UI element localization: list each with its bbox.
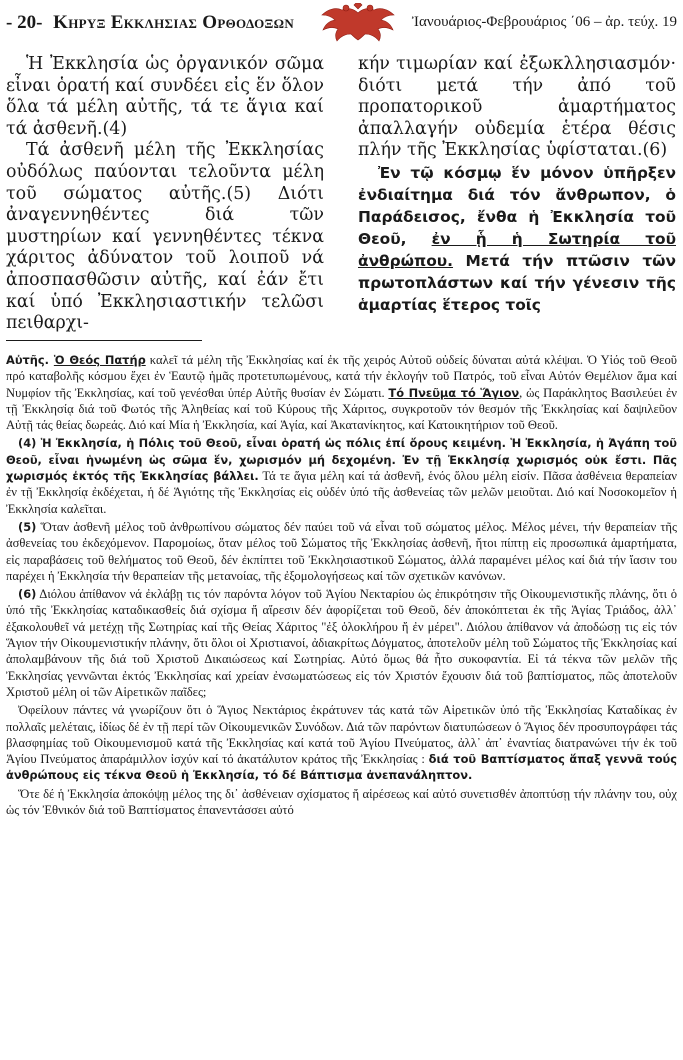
underlined-text: ἐν ᾗ ἡ Σωτηρία τοῦ ἀνθρώπου.: [358, 229, 676, 270]
page-header: [0, 0, 683, 44]
paragraph: κήν τιμωρίαν καί ἐξωκλλησιασμόν· διότι μετά τήν ἀπό τοῦ προπατορικοῦ ἁμαρτήματος ἀπαλλαγήν οὐδεμία ἑτέρα θέσις πλήν τῆς Ἐκκλησίας ὑφίσταται.(6): [358, 54, 676, 161]
bold-text: Αὐτῆς.: [6, 353, 54, 367]
footnote-6: [6, 586, 677, 700]
header-left: [6, 12, 294, 34]
left-column: [6, 54, 324, 335]
footnote-continuation: [6, 352, 677, 433]
underlined-text: Τό Πνεῦμα τό Ἅγιον: [388, 385, 520, 400]
right-column: [358, 54, 676, 316]
bold-text: Ἐν τῷ κόσμῳ ἕν μόνον ὑπῆρξεν ἐνδιαίτημα διά τόν ἄνθρωπον, ὁ Παράδεισος, ἔνθα ἡ Ἐκκλησία τοῦ Θεοῦ,: [358, 163, 676, 248]
footnote-paragraph: Ὅτε δέ ἡ Ἐκκλησία ἀποκόψῃ μέλος της δι᾽ ἀσθένειαν σχίσματος ἤ αἱρέσεως καί αὐτό συνετισθέν ἀποπτύσῃ τήν πλάνην του, οὐχ ὡς τόν Ἐθνικόν διά τοῦ Βαπτίσματος ἐπανεντάσσει αὐτό: [6, 786, 677, 818]
footnote-text: Ὀφείλουν πάντες νά γνωρίζουν ὅτι ὁ Ἅγιος Νεκτάριος ἐκράτυνεν τάς κατά τῶν Αἱρετικῶν ὑπό τῆς Ἐκκλησίας Καταδίκας ἐν πολλαῖς μελέταις, ἰδίως δέ ἐν τῇ περί τῶν Οἰκουμενικῶν Συνόδων. Διά τῶν παρόντων διατυπώσεων ὁ Ἅγιος δέν προσυπογράφει τάς βλασφημίας τοῦ Οἰκουμενισμοῦ κατά τῆς Ἐκκλησίας καί κατά τοῦ Ἁγίου Πνεύματος, ἀλλ᾽ ἀπ᾽ ἐναντίας διατρανώνει τήν ἐκ τοῦ Ἁγίου Πνεύματος ἀπαράμιλλον ἰσχύν καί τό ἀκατάλυτον κράτος τῆς Ἐκκλησίας :: [6, 703, 677, 767]
bold-paragraph: [358, 162, 676, 316]
footnote-number: (6): [18, 587, 37, 602]
footnote-paragraph: [6, 702, 677, 783]
journal-title: Κηρυξ Εκκλησιας Ορθοδοξων: [53, 12, 295, 33]
footnote-text: Διόλου ἀπίθανον νά ἐκλάβῃ τις τόν παρόντα λόγον τοῦ Ἁγίου Νεκταρίου ὡς ἐπικρότησιν τῆς Οἰκουμενιστικῆς πλάνης, ὅτι ὁ ὑπό τῆς Ἐκκλησίας καταδικασθείς διά σχίσμα ἤ αἵρεσιν δέν ἀφορίζεται τοῦ Θεοῦ, δέν ἀποκόπτεται ἐκ τῆς Ἁγίας Τριάδος, ἀλλ᾽ ἐξακολουθεῖ νά μετέχῃ τῆς Σωτηρίας καί τῆς Θείας Χάριτος "ἐξ ὁλοκλήρου ἤ ἐν μέρει". Διόλου ἀπίθανον νά ἀποδώσῃ τις εἰς τόν Ἅγιον τήν Οἰκουμενιστικήν πλάνην, ὅτι ὅλοι οἱ Χριστιανοί, ἀδιακρίτως Δόγματος, ἀποτελοῦν μέλη τοῦ Σώματος τῆς Ἐκκλησίας καί ἀπολαμβάνουν τῆς διά τοῦ Χριστοῦ Δικαιώσεως καί Σωτηρίας. Αὐτό ὅμως θά ἦτο συκοφαντία. Εἰ τά τέκνα τῶν μελῶν τῆς Ἐκκλησίας γεννῶνται ἐκτός Ἐκκλησίας καί χρείαν ἐνσωματώσεως εἰς τόν Χριστόν ἔχουσιν διά τοῦ βαπτίσματος, πῶς ἀποτελοῦν Χριστοῦ μέλη οἱ τῶν Αἱρετικῶν παῖδες;: [6, 587, 677, 699]
double-headed-eagle-icon: [318, 3, 398, 43]
underlined-text: Ὁ Θεός Πατήρ: [53, 353, 146, 367]
bold-text: (4) Ἡ Ἐκκλησία, ἡ Πόλις τοῦ Θεοῦ, εἶναι ὁρατή ὡς πόλις ἐπί ὄρους κειμένη. Ἡ Ἐκκλησία, ἡ Ἀγάπη τοῦ Θεοῦ, εἶναι ἡνωμένη ὡς σῶμα ἕν, χωρισμόν μή δεχομένη. Ἐν τῇ Ἐκκλησίᾳ χωρισμός οὐκ ἔστι. Πᾶς χωρισμός ἐκτός τῆς Ἐκκλησίας βάλλει.: [6, 436, 677, 484]
footnote-text: , ὡς Παράκλητος Βασιλεύει ἐν τῇ Ἐκκλησίᾳ διά τοῦ Φωτός τῆς Ἀληθείας καί τοῦ Κύρους τῆς Χάριτος, συγκροτοῦν τόν θεσμόν τῆς Ἐκκλησίας καί δαψιλεῦον Αὐτῇ τάς θείας δωρεάς. Διό καί Μία ἡ Ἐκκλησία, καί Ἁγία, καί Ἀκατανίκητος, καί Κατοικητήριον τοῦ Θεοῦ.: [6, 385, 677, 433]
footnote-number: (5): [18, 519, 37, 534]
page-number: - 20-: [6, 12, 43, 33]
footnote-text: καλεῖ τά μέλη τῆς Ἐκκλησίας καί ἐκ τῆς χειρός Αὐτοῦ οὐδείς δύναται αὐτά κλέψαι. Ὁ Υἱός τοῦ Θεοῦ πρό καταβολῆς κόσμου ἔχει ἐν Ἑαυτῷ ἡμᾶς προτετυπωμένους, κατά τήν ἐκλογήν τοῦ Πατρός, τοῦ εἶναι Αὐτόν Θεμέλιον ἅμα καί Νυμφίον τῆς Ἐκκλησίας, καί τοῦ γενέσθαι ὑπέρ Αὐτῆς θυσίαν ἐν Σώματι.: [6, 353, 677, 400]
issue-info: Ἰανουάριος-Φεβρουάριος ΄06 – ἀρ. τεύχ. 19: [411, 14, 677, 30]
main-text: [6, 54, 677, 334]
footnotes: [6, 352, 677, 820]
footnote-text: Τά τε ἅγια μέλη καί τά ἀσθενῆ, ἑνός ὅλου μέλη εἰσίν. Πᾶσα ἀσθένεια θεραπείαν ἐν τῇ Ἐκκλησίᾳ ἐκδέχεται, ἡ δέ Ἁγιότης τῆς Ἐκκλησίας εἰς οὐδέν ὑπό τῆς ἀσθενείας τῶν μελῶν μειοῦται. Διό καί Νοσοκομεῖον ἡ Ἐκκλησία καλεῖται.: [6, 469, 677, 516]
bold-text: Μετά τήν πτῶσιν τῶν πρωτοπλάστων καί τήν γένεσιν τῆς ἁμαρτίας ἕτερος τοῖς: [358, 251, 676, 314]
footnote-divider: [6, 340, 202, 341]
footnote-text: Ὅταν ἀσθενῆ μέλος τοῦ ἀνθρωπίνου σώματος δέν παύει τοῦ νά εἶναι τοῦ σώματος μέλος. Μέλος μένει, τήν θεραπείαν τῆς ἀσθενείας του ἐκδεχόμενον. Παρομοίως, ὅταν μέλος τοῦ Σώματος τῆς Ἐκκλησίας ἀσθενῆ, ἤτοι πίπτῃ εἰς προσωπικά ἁμαρτήματα, εἰς παραβάσεις τοῦ θελήματος τοῦ Θεοῦ, δέν ἐκπίπτει τοῦ Ἐκκλησιαστικοῦ Σώματος, ἀλλά παραμένει μέλος καί διά τήν ἴασιν του παρέχει ἡ Ἐκκλησία τήν θεραπείαν τῆς μετανοίας, τῆς ἐξομολογήσεως καί τῶν σχετικῶν κανόνων.: [6, 519, 677, 583]
footnote-5: [6, 519, 677, 584]
footnote-4: [6, 435, 677, 516]
bold-text: διά τοῦ Βαπτίσματος ἅπαξ γεννᾶ τούς ἀνθρώπους εἰς τέκνα Θεοῦ ἡ Ἐκκλησία, τό δέ Βάπτισμα ἀνεπανάληπτον.: [6, 752, 677, 783]
paragraph: Τά ἀσθενῆ μέλη τῆς Ἐκκλησίας οὐδόλως παύονται τελοῦντα μέλη τοῦ σώματος αὐτῆς.(5) Διότι ἀναγεννηθέντες διά τῶν μυστηρίων καί γεννηθέντες τέκνα χάριτος ἀδύνατον τοῦ λοιποῦ νά ἀποσπασθῶσιν αὐτῆς, καί ἐάν ἔτι καί ὑπό Ἐκκλησιαστικήν τελῶσι πειθαρχι-: [6, 140, 324, 334]
paragraph: Ἡ Ἐκκλησία ὡς ὀργανικόν σῶμα εἶναι ὁρατή καί συνδέει εἰς ἕν ὅλον ὅλα τά μέλη αὐτῆς, τά τε ἅγια καί τά ἀσθενῆ.(4): [6, 54, 324, 139]
